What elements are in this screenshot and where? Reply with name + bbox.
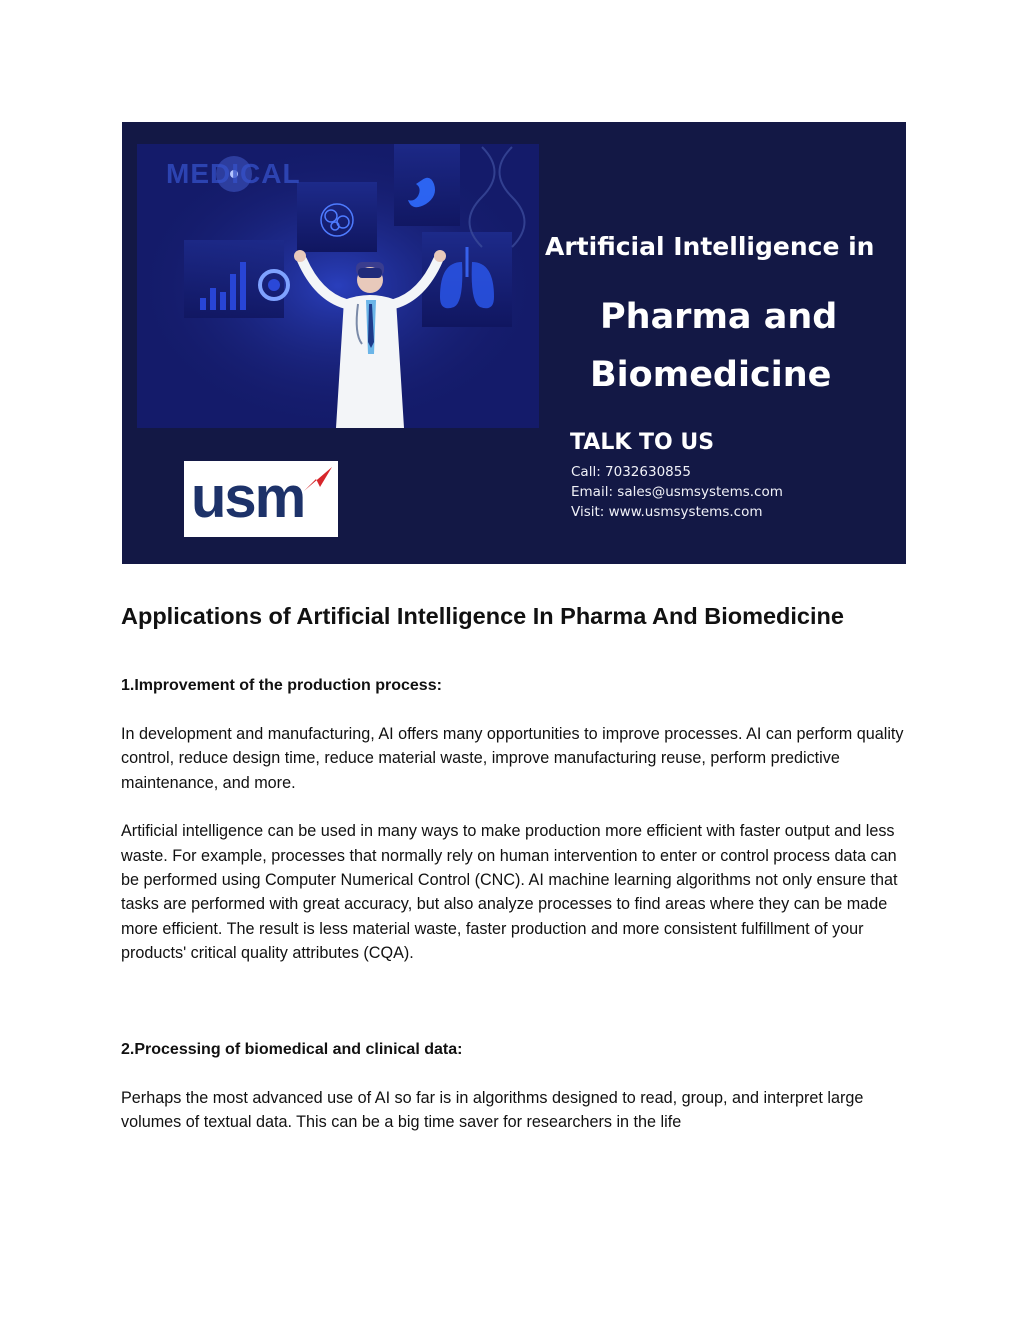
medical-watermark: MEDICAL <box>166 158 301 189</box>
usm-logo <box>184 461 338 537</box>
banner-title-line1: Artificial Intelligence in <box>545 232 875 261</box>
talk-to-us-label: TALK TO US <box>570 430 715 455</box>
section-heading: 1.Improvement of the production process: <box>121 677 442 694</box>
document-body <box>121 598 911 1134</box>
logo-swoosh-icon <box>302 465 334 497</box>
banner-title-line2: Pharma and <box>600 297 838 337</box>
section-heading: 2.Processing of biomedical and clinical data: <box>121 1040 463 1058</box>
paragraph: In development and manufacturing, AI offers many opportunities to improve processes. AI can perform quality control, reduce design time, reduce material waste, improve manufacturing reuse, perform predictive maintenance, and more. <box>121 725 904 792</box>
paragraph: Perhaps the most advanced use of AI so far is in algorithms designed to read, group, and interpret large volumes of textual data. This can be a big time saver for researchers in the life <box>121 1088 864 1132</box>
page-title: Applications of Artificial Intelligence In Pharma And Biomedicine <box>121 603 844 629</box>
contact-phone: Call: 7032630855 <box>571 464 691 480</box>
hero-banner <box>122 122 906 564</box>
usm-logo-text: usm <box>191 465 305 530</box>
contact-website: Visit: www.usmsystems.com <box>571 504 763 520</box>
banner-title-line3: Biomedicine <box>590 355 832 395</box>
contact-email: Email: sales@usmsystems.com <box>571 484 783 500</box>
paragraph: Artificial intelligence can be used in many ways to make production more efficient with faster output and less waste. For example, processes that normally rely on human intervention to enter or control process data can be performed using Computer Numerical Control (CNC). AI machine learning algorithms not only ensure that tasks are performed with great accuracy, but also analyze processes to find areas where they can be made more efficient. The result is less material waste, faster production and more consistent fulfillment of your products' critical quality attributes (CQA). <box>121 822 898 963</box>
